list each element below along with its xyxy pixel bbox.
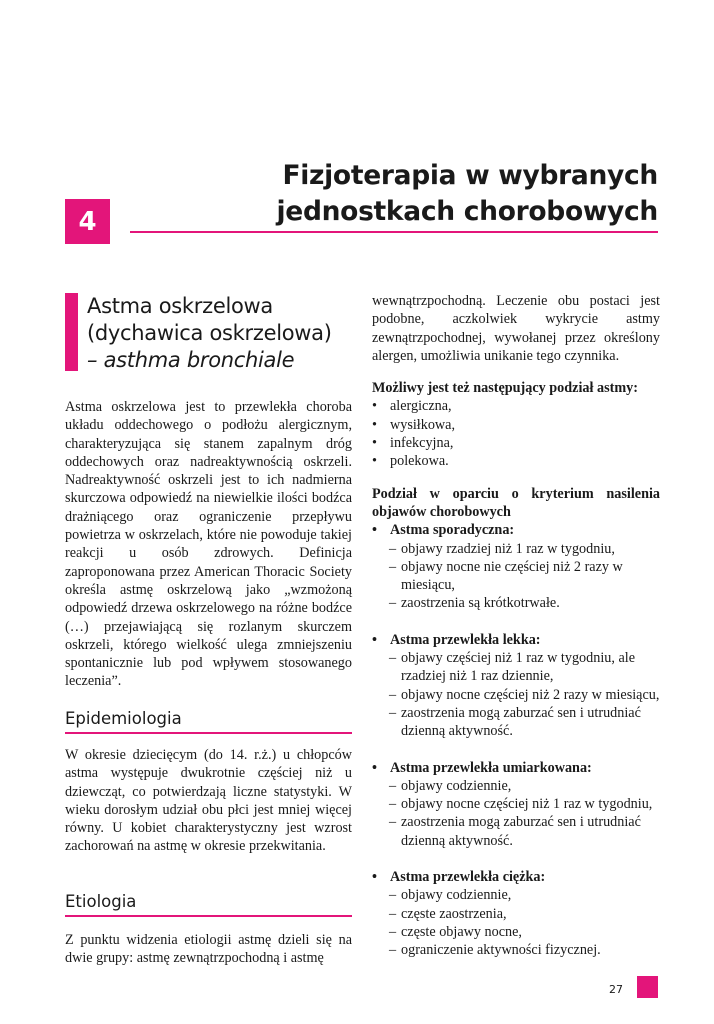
list-item: – objawy częściej niż 1 raz w tygodniu, ale rzadziej niż 1 raz dziennie, [372, 649, 660, 686]
intro-paragraph: Astma oskrzelowa jest to przewlekła choroba układu oddechowego o podłożu alergicznym, charakteryzująca się stanem zapalnym dróg oddechowych oraz nadreaktywnością oskrzeli. Nadreaktywność oskrzeli jest to ich nadmierna skurczowa odpowiedź na niewielkie ilości bodźca drażniącego oraz ograniczenie przepływu powietrza w oskrzelach, które nie powoduje takiej reakcji u osób zdrowych. Definicja zaproponowana przez American Thoracic Society określa astmę oskrzelową jako „wzmożoną odpowiedź drzewa oskrzelowego na różne bodźce (…) przejawiającą się rozlanym skurczem oskrzeli, którego wielkość ulega zmniejszeniu spontanicznie lub pod wpływem stosowanego leczenia”. [65, 399, 352, 690]
section-heading [87, 293, 357, 374]
list-item: – zaostrzenia są krótkotrwałe. [372, 594, 660, 612]
severity-group-items [372, 540, 660, 613]
list-item: – objawy codziennie, [372, 886, 660, 904]
division-heading: Możliwy jest też następujący podział astmy: [372, 380, 638, 397]
severity-group-items [372, 777, 660, 850]
section-accent-bar [65, 293, 78, 371]
chapter-number-badge: 4 [65, 199, 110, 244]
epidemiology-heading: Epidemiologia [65, 709, 352, 734]
severity-group-moderate [372, 759, 660, 777]
list-item: – częste objawy nocne, [372, 923, 660, 941]
severity-group-severe [372, 868, 660, 886]
severity-group-title: • Astma sporadyczna: [372, 521, 660, 539]
list-item: – objawy nocne częściej niż 2 razy w miesiącu, [372, 686, 660, 704]
page-marker [637, 976, 658, 998]
page-number: 27 [609, 983, 623, 996]
list-item: – zaostrzenia mogą zaburzać sen i utrudniać dzienną aktywność. [372, 704, 660, 741]
list-item: • alergiczna, [372, 397, 660, 415]
list-item: – zaostrzenia mogą zaburzać sen i utrudniać dzienną aktywność. [372, 813, 660, 850]
etiology-paragraph: Z punktu widzenia etiologii astmę dzieli się na dwie grupy: astmę zewnątrzpochodną i astmę [65, 932, 352, 967]
etiology-heading: Etiologia [65, 892, 352, 917]
section-title-line-2: (dychawica oskrzelowa) [87, 321, 332, 345]
list-item: – objawy nocne nie częściej niż 2 razy w miesiącu, [372, 558, 660, 595]
epidemiology-paragraph: W okresie dziecięcym (do 14. r.ż.) u chłopców astma występuje dwukrotnie częściej niż u dziewcząt, co potwierdzają liczne statystyki. W wieku dorosłym udział obu płci jest mniej więcej równy. U kobiet charakterystyczny jest wzrost zachorowań na astmę w okresie przekwitania. [65, 747, 352, 855]
severity-group-items [372, 886, 660, 959]
severity-group-title: • Astma przewlekła lekka: [372, 631, 660, 649]
right-column [372, 292, 660, 960]
severity-heading: Podział w oparciu o kryterium nasilenia objawów chorobowych [372, 485, 660, 520]
chapter-title-line-1: Fizjoterapia w wybranych [282, 160, 658, 191]
severity-group-title: • Astma przewlekła umiarkowana: [372, 759, 660, 777]
list-item: • wysiłkowa, [372, 416, 660, 434]
severity-group-items [372, 649, 660, 740]
list-item: – objawy nocne częściej niż 1 raz w tygodniu, [372, 795, 660, 813]
division-list [372, 397, 660, 470]
list-item: • infekcyjna, [372, 434, 660, 452]
list-item: – częste zaostrzenia, [372, 905, 660, 923]
list-item: • polekowa. [372, 452, 660, 470]
list-item: – ograniczenie aktywności fizycznej. [372, 941, 660, 959]
chapter-title [178, 158, 658, 230]
section-title-line-1: Astma oskrzelowa [87, 294, 273, 318]
section-title-latin: – asthma bronchiale [87, 348, 295, 372]
severity-group-mild [372, 631, 660, 649]
list-item: – objawy codziennie, [372, 777, 660, 795]
severity-group-sporadic [372, 521, 660, 539]
list-item: – objawy rzadziej niż 1 raz w tygodniu, [372, 540, 660, 558]
severity-group-title: • Astma przewlekła ciężka: [372, 868, 660, 886]
chapter-title-line-2: jednostkach chorobowych [276, 196, 658, 227]
continuation-paragraph: wewnątrzpochodną. Leczenie obu postaci jest podobne, aczkolwiek wykrycie astmy zewnątrzpochodnej, wywołanej przez określony alergen, umożliwia unikanie tego czynnika. [372, 293, 660, 364]
chapter-divider [130, 231, 658, 233]
